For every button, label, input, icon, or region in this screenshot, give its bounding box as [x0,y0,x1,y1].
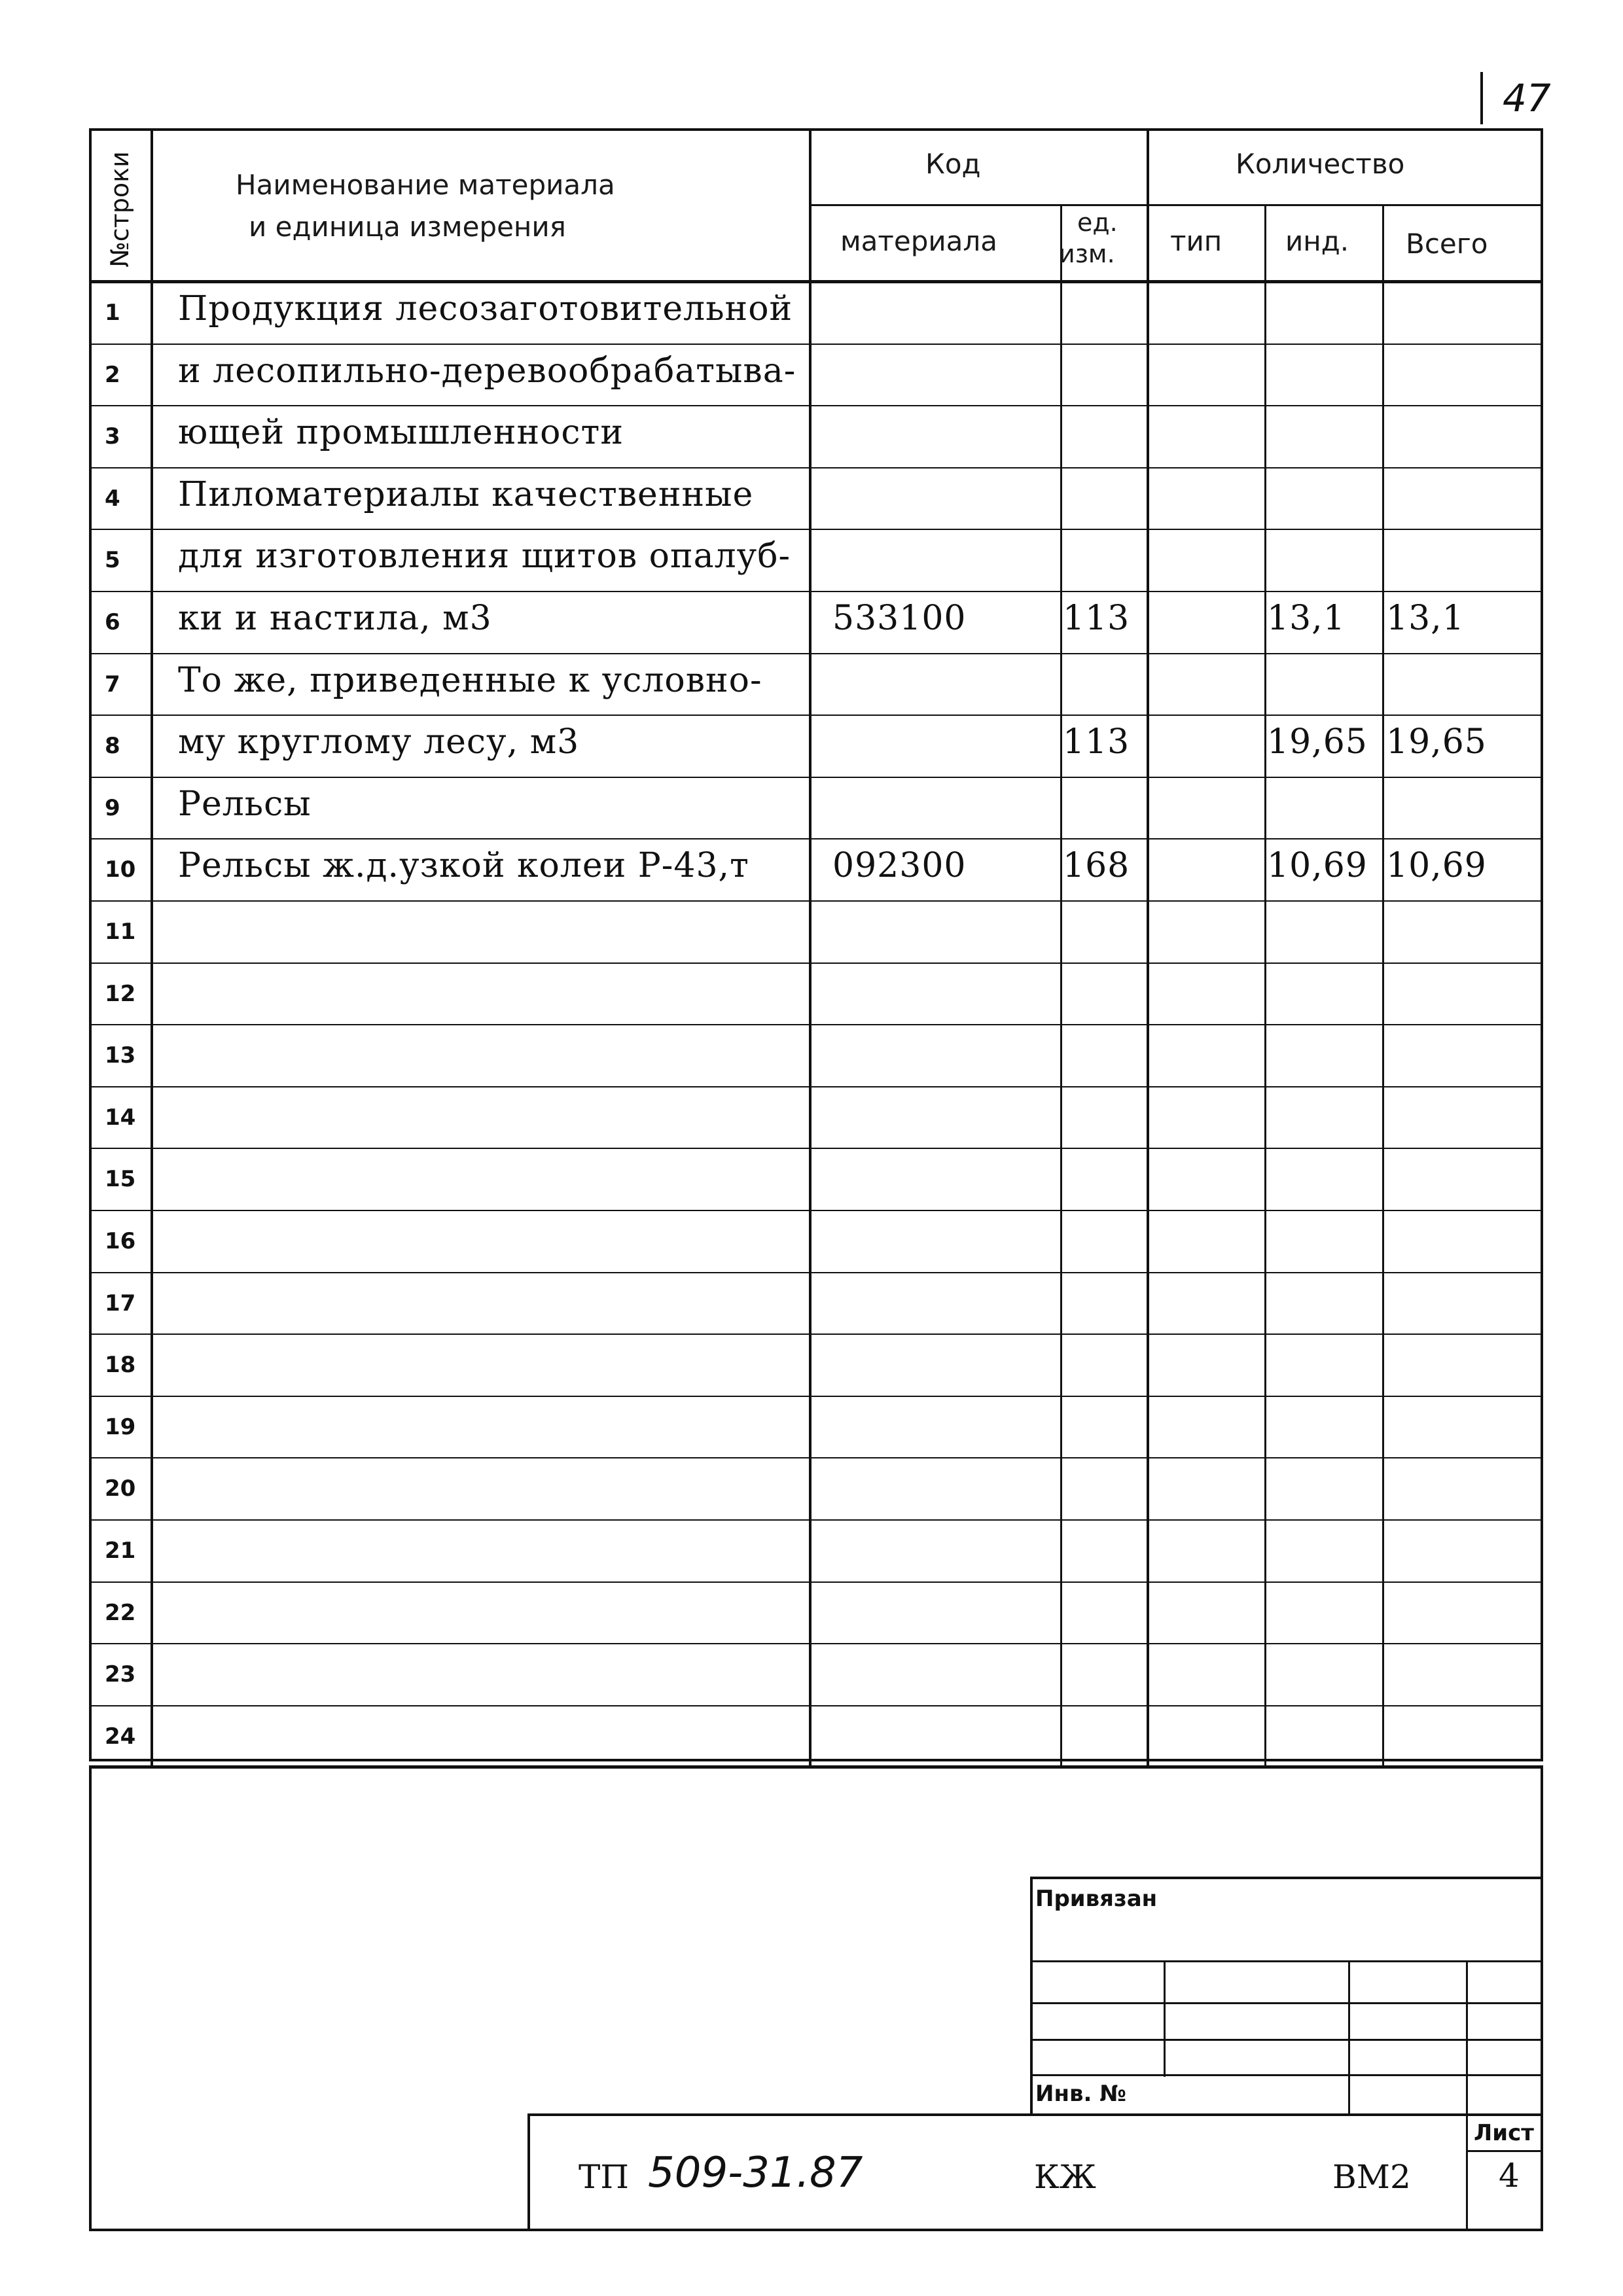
cell-n: 3 [105,423,120,450]
col-rule-name [809,128,812,281]
cell-n: 12 [105,980,136,1007]
cell-ind: 13,1 [1267,599,1346,638]
row-divider [89,838,151,839]
sheet-value: 4 [1499,2157,1520,2195]
cell-n: 18 [105,1352,136,1379]
cell-n: 1 [105,300,120,326]
col-rule-code-qty [1147,128,1149,281]
title-block-rule [1030,1877,1033,2116]
row-divider [89,715,151,716]
row-divider [151,467,1543,468]
cell-total: 10,69 [1386,846,1487,886]
row-divider [151,1333,1543,1335]
cell-n: 13 [105,1042,136,1069]
cell-n: 10 [105,857,136,883]
title-block-rule [89,2229,1543,2231]
linked-label: Привязан [1035,1886,1158,1912]
row-divider [89,1396,151,1397]
row-divider [89,1519,151,1521]
row-divider [151,1086,1543,1087]
cell-n: 16 [105,1228,136,1254]
row-divider [151,777,1543,778]
cell-total: 13,1 [1386,599,1465,638]
quantity-header: Количество [1236,148,1405,180]
col-rule-ind [1382,204,1384,281]
cell-unit: 168 [1063,846,1130,886]
row-divider [151,838,1543,839]
row-divider [89,1643,151,1644]
title-block-rule [89,1767,92,2231]
sheet-label: Лист [1474,2120,1534,2146]
code-header: Код [925,148,981,180]
unit-header-line1: ед. [1077,208,1118,237]
row-divider [151,1581,1543,1583]
header-bottom-rule [89,280,1543,283]
cell-n: 9 [105,794,120,821]
row-divider [151,715,1543,716]
cell-ind: 19,65 [1267,722,1368,762]
section-code: КЖ [1034,2158,1096,2196]
cell-ind: 10,69 [1267,846,1368,886]
total-header: Всего [1406,228,1488,260]
cell-n: 20 [105,1475,136,1502]
row-divider [89,591,151,592]
header-divider [809,204,1543,206]
row-divider [89,1272,151,1273]
row-divider [89,653,151,654]
row-divider [89,1705,151,1706]
unit-header-line2: изм. [1059,239,1115,268]
doc-prefix: ТП [579,2158,629,2196]
row-divider [89,1024,151,1025]
row-divider [151,1519,1543,1521]
row-divider [89,344,151,345]
cell-name: То же, приведенные к условно- [178,660,762,700]
table-bottom-rule [89,1765,1543,1769]
cell-n: 23 [105,1661,136,1688]
title-block-rule [1466,2150,1543,2152]
row-divider [89,1457,151,1458]
cell-n: 15 [105,1166,136,1193]
title-block-rule [1466,1960,1468,2231]
type-header: тип [1170,225,1222,257]
cell-name: ющей промышленности [178,413,624,453]
row-divider [89,1148,151,1149]
doc-number: 509-31.87 [648,2149,863,2197]
cell-n: 22 [105,1599,136,1626]
cell-name: му круглому лесу, м3 [178,722,580,762]
cell-name: Рельсы [178,784,312,824]
row-divider [151,1210,1543,1211]
cell-name: Продукция лесозаготовительной [178,289,793,328]
row-divider [151,900,1543,902]
row-divider [89,1581,151,1583]
row-divider [151,1643,1543,1644]
row-divider [151,1705,1543,1706]
row-divider [151,344,1543,345]
row-divider [89,1210,151,1211]
cell-n: 21 [105,1538,136,1564]
name-header-line2: и единица измерения [249,211,566,243]
cell-n: 11 [105,919,136,945]
row-divider [151,529,1543,530]
cell-name: ки и настила, м3 [178,599,492,638]
row-divider [89,529,151,530]
cell-code: 092300 [832,846,967,886]
col-rule-type [1264,204,1266,281]
row-divider [89,405,151,406]
row-divider [151,1457,1543,1458]
row-divider [89,1086,151,1087]
cell-n: 24 [105,1723,136,1750]
row-divider [151,591,1543,592]
title-block-rule [1541,1767,1543,2231]
cell-unit: 113 [1063,722,1130,762]
cell-n: 19 [105,1413,136,1440]
cell-name: Рельсы ж.д.узкой колеи Р-43,т [178,846,749,886]
row-divider [89,900,151,902]
row-divider [151,1272,1543,1273]
title-block-rule [527,2113,1543,2116]
col-rule-rownum [151,128,153,281]
row-divider [151,653,1543,654]
row-divider [89,963,151,964]
row-number-header: №строки [105,151,134,268]
cell-n: 17 [105,1290,136,1316]
cell-total: 19,65 [1386,722,1487,762]
title-block-rule [1164,1960,1166,2077]
inventory-number-label: Инв. № [1035,2081,1127,2107]
row-divider [151,1396,1543,1397]
cell-n: 4 [105,485,120,512]
page-number: 47 [1480,72,1572,124]
cell-n: 14 [105,1104,136,1131]
row-divider [89,467,151,468]
row-divider [89,777,151,778]
mark-code: ВМ2 [1332,2158,1411,2196]
name-header-line1: Наименование материала [236,169,615,201]
title-block-rule [1348,1960,1350,2113]
material-code-header: материала [840,225,998,257]
cell-code: 533100 [832,599,967,638]
row-divider [151,405,1543,406]
title-block-rule [1030,1877,1543,1879]
row-divider [151,1024,1543,1025]
row-divider [151,963,1543,964]
cell-name: и лесопильно-деревообрабатыва- [178,351,796,391]
row-divider [151,1148,1543,1149]
cell-n: 2 [105,361,120,388]
cell-n: 8 [105,733,120,760]
ind-header: инд. [1285,225,1349,257]
cell-n: 7 [105,671,120,698]
cell-n: 6 [105,609,120,635]
row-divider [89,1333,151,1335]
cell-unit: 113 [1063,599,1130,638]
cell-name: для изготовления щитов опалуб- [178,537,791,576]
cell-n: 5 [105,547,120,574]
cell-name: Пиломатериалы качественные [178,474,754,514]
title-block-rule [527,2113,530,2231]
